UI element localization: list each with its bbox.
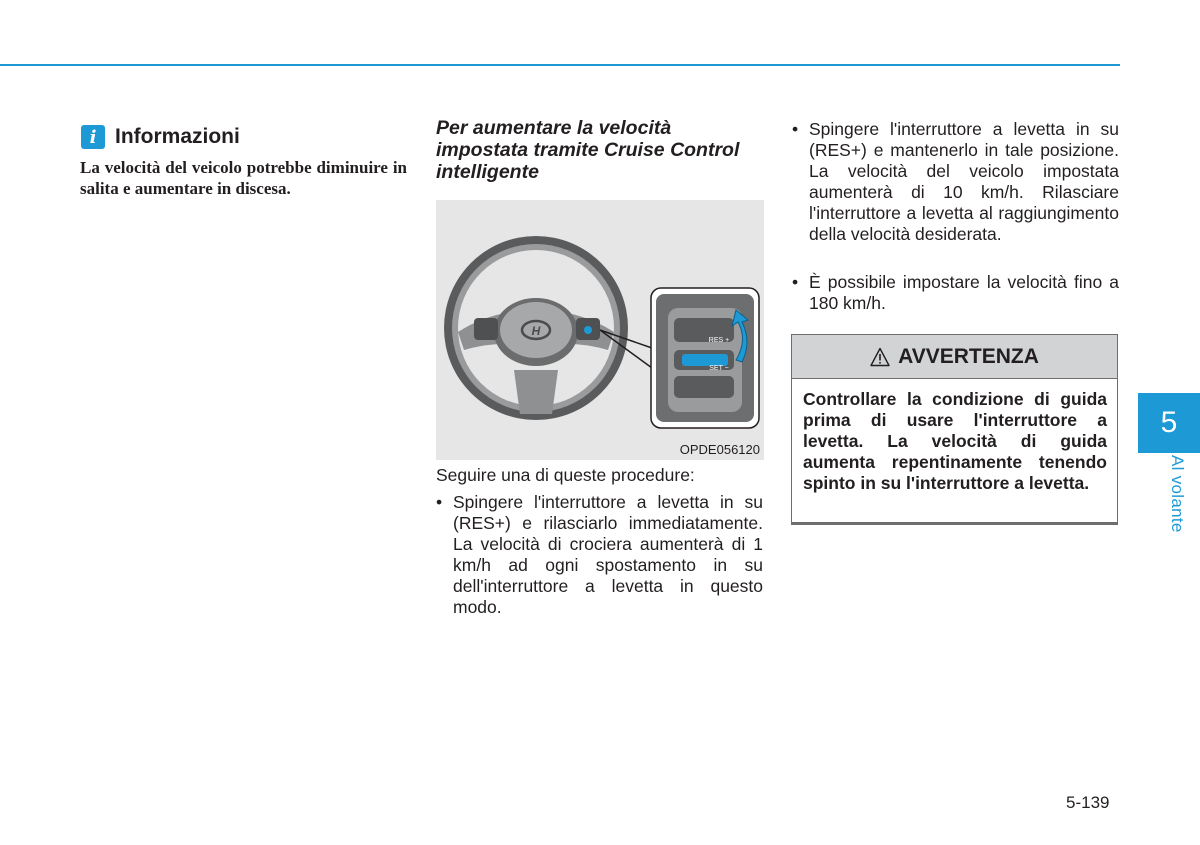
warning-title: AVVERTENZA xyxy=(898,344,1039,368)
steering-wheel-figure xyxy=(436,200,764,460)
list-item: • È possibile impostare la velocità fino a 180 km/h. xyxy=(809,272,1119,314)
section-heading: Per aumentare la velocità impostata tramite Cruise Control intelligente xyxy=(436,117,740,183)
warning-triangle-icon xyxy=(870,347,890,367)
info-text: La velocità del veicolo potrebbe diminuire in salita e aumentare in discesa. xyxy=(80,158,407,198)
steering-wheel-illustration xyxy=(436,200,764,460)
page-number: 5-139 xyxy=(1066,793,1110,812)
chapter-label-wrap xyxy=(1165,455,1189,545)
set-label: SET − xyxy=(709,365,729,372)
info-icon: i xyxy=(81,125,105,149)
info-header xyxy=(81,124,240,150)
list-item: • Spingere l'interruttore a levetta in su (RES+) e rilasciarlo immediatamente. La velocità di crociera aumenterà di 1 km/h ad ogni spostamento in su dell'interruttore a levetta in questo modo. xyxy=(453,492,763,618)
list-item: • Spingere l'interruttore a levetta in su (RES+) e mantenerlo in tale posizione. La velocità del veicolo impostata aumenterà di 10 km/h. Rilasciare l'interruttore a levetta al raggiungimento della velocità desiderata. xyxy=(809,119,1119,245)
warning-box xyxy=(791,334,1118,525)
chapter-label: Al volante xyxy=(1168,455,1187,533)
chapter-tab: 5 xyxy=(1138,393,1200,453)
warning-text: Controllare la condizione di guida prima di usare l'interruttore a levetta. La velocità di guida aumenta repentinamente tenendo spinto in su l'interruttore a levetta. xyxy=(803,389,1107,493)
procedure-intro: Seguire una di queste procedure: xyxy=(436,465,695,485)
info-title: Informazioni xyxy=(115,125,240,148)
figure-code: OPDE056120 xyxy=(679,442,760,457)
res-label: RES + xyxy=(708,337,730,344)
svg-text:H: H xyxy=(531,324,541,338)
warning-header xyxy=(792,335,1117,379)
top-rule xyxy=(0,64,1120,66)
